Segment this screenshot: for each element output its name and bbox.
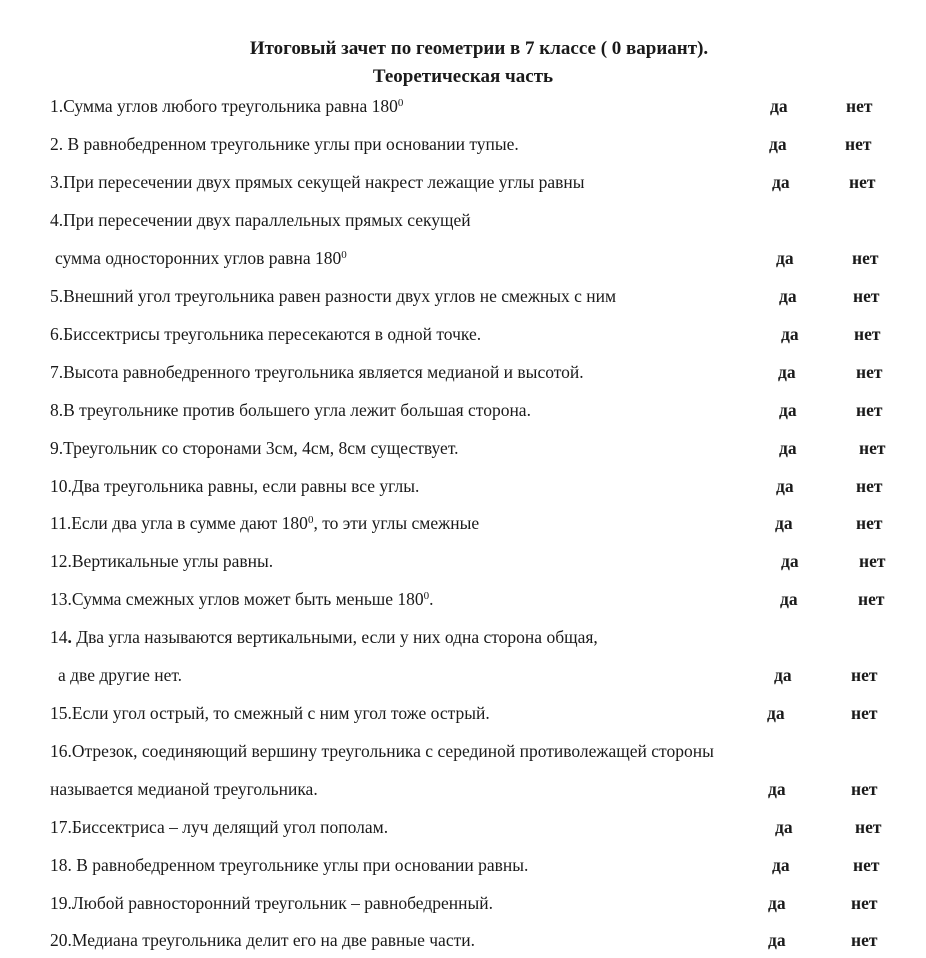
- answer-no[interactable]: нет: [859, 438, 886, 458]
- question-5: [0, 284, 926, 308]
- answer-no[interactable]: нет: [858, 589, 885, 609]
- answer-no[interactable]: нет: [851, 665, 878, 685]
- question-4: [0, 208, 926, 232]
- answer-no[interactable]: нет: [852, 248, 879, 268]
- answer-yes[interactable]: да: [768, 779, 786, 799]
- question-12: [0, 549, 926, 573]
- answer-yes[interactable]: да: [775, 817, 793, 837]
- question-17: [0, 815, 926, 839]
- question-text: 16.Отрезок, соединяющий вершину треугольника с серединой противолежащей стороны: [50, 741, 714, 761]
- question-8: [0, 398, 926, 422]
- question-text: 3.При пересечении двух прямых секущей накрест лежащие углы равны: [50, 172, 585, 192]
- answer-no[interactable]: нет: [849, 172, 876, 192]
- question-text: 17.Биссектриса – луч делящий угол пополам.: [50, 817, 389, 837]
- question-text: 1.Сумма углов любого треугольника равна $180^0$: [50, 96, 404, 116]
- answer-yes[interactable]: да: [774, 665, 792, 685]
- question-text: 8.В треугольнике против большего угла лежит большая сторона.: [50, 400, 531, 420]
- question-20: [0, 928, 926, 952]
- answer-no[interactable]: нет: [851, 930, 878, 950]
- question-3: [0, 170, 926, 194]
- question-text: 9.Треугольник со сторонами 3см, 4см, 8см существует.: [50, 438, 459, 458]
- question-16-continued: [0, 777, 926, 801]
- question-text: 15.Если угол острый, то смежный с ним угол тоже острый.: [50, 703, 490, 723]
- answer-no[interactable]: нет: [854, 324, 881, 344]
- answer-yes[interactable]: да: [781, 324, 799, 344]
- question-text: 5.Внешний угол треугольника равен разности двух углов не смежных с ним: [50, 286, 617, 306]
- question-11: [0, 511, 926, 535]
- answer-no[interactable]: нет: [846, 96, 873, 116]
- answer-yes[interactable]: да: [776, 476, 794, 496]
- answer-no[interactable]: нет: [853, 855, 880, 875]
- question-text: а две другие нет.: [58, 665, 183, 685]
- answer-no[interactable]: нет: [856, 362, 883, 382]
- answer-no[interactable]: нет: [856, 513, 883, 533]
- question-14: [0, 625, 926, 649]
- question-text: называется медианой треугольника.: [50, 779, 318, 799]
- answer-yes[interactable]: да: [779, 400, 797, 420]
- answer-yes[interactable]: да: [779, 286, 797, 306]
- answer-yes[interactable]: да: [768, 930, 786, 950]
- question-text: 13.Сумма смежных углов может быть меньше $180^0$.: [50, 589, 434, 609]
- question-text: 12.Вертикальные углы равны.: [50, 551, 274, 571]
- answer-yes[interactable]: да: [770, 96, 788, 116]
- question-6: [0, 322, 926, 346]
- question-text: 7.Высота равнобедренного треугольника является медианой и высотой.: [50, 362, 584, 382]
- question-text: 11.Если два угла в сумме дают $180^0$, то эти углы смежные: [50, 513, 480, 533]
- question-text: 14. Два угла называются вертикальными, если у них одна сторона общая,: [50, 627, 598, 647]
- question-text: 18. В равнобедренном треугольнике углы при основании равны.: [50, 855, 529, 875]
- question-2: [0, 132, 926, 156]
- answer-no[interactable]: нет: [856, 476, 883, 496]
- question-4-continued: [0, 246, 926, 270]
- question-18: [0, 853, 926, 877]
- answer-yes[interactable]: да: [772, 172, 790, 192]
- answer-yes[interactable]: да: [778, 362, 796, 382]
- question-9: [0, 436, 926, 460]
- answer-yes[interactable]: да: [769, 134, 787, 154]
- question-text: 4.При пересечении двух параллельных прямых секущей: [50, 210, 471, 230]
- question-15: [0, 701, 926, 725]
- answer-no[interactable]: нет: [851, 779, 878, 799]
- answer-yes[interactable]: да: [775, 513, 793, 533]
- question-text: 10.Два треугольника равны, если равны все углы.: [50, 476, 420, 496]
- answer-yes[interactable]: да: [776, 248, 794, 268]
- section-subtitle: Теоретическая часть: [372, 66, 554, 87]
- answer-no[interactable]: нет: [851, 893, 878, 913]
- answer-yes[interactable]: да: [772, 855, 790, 875]
- test-title: Итоговый зачет по геометрии в 7 классе ( 0 вариант).: [249, 38, 709, 59]
- answer-yes[interactable]: да: [781, 551, 799, 571]
- answer-yes[interactable]: да: [779, 438, 797, 458]
- answer-yes[interactable]: да: [780, 589, 798, 609]
- answer-no[interactable]: нет: [851, 703, 878, 723]
- question-14-continued: [0, 663, 926, 687]
- answer-no[interactable]: нет: [853, 286, 880, 306]
- answer-no[interactable]: нет: [859, 551, 886, 571]
- question-text: 2. В равнобедренном треугольнике углы при основании тупые.: [50, 134, 519, 154]
- question-text: 20.Медиана треугольника делит его на две равные части.: [50, 930, 475, 950]
- answer-no[interactable]: нет: [845, 134, 872, 154]
- question-7: [0, 360, 926, 384]
- question-text: 19.Любой равносторонний треугольник – равнобедренный.: [50, 893, 493, 913]
- question-text: 6.Биссектрисы треугольника пересекаются в одной точке.: [50, 324, 482, 344]
- question-19: [0, 891, 926, 915]
- question-1: [0, 94, 926, 118]
- answer-yes[interactable]: да: [768, 893, 786, 913]
- question-10: [0, 474, 926, 498]
- question-13: [0, 587, 926, 611]
- question-text: сумма односторонних углов равна $180^0$: [55, 248, 347, 268]
- question-16: [0, 739, 926, 763]
- answer-no[interactable]: нет: [855, 817, 882, 837]
- answer-no[interactable]: нет: [856, 400, 883, 420]
- answer-yes[interactable]: да: [767, 703, 785, 723]
